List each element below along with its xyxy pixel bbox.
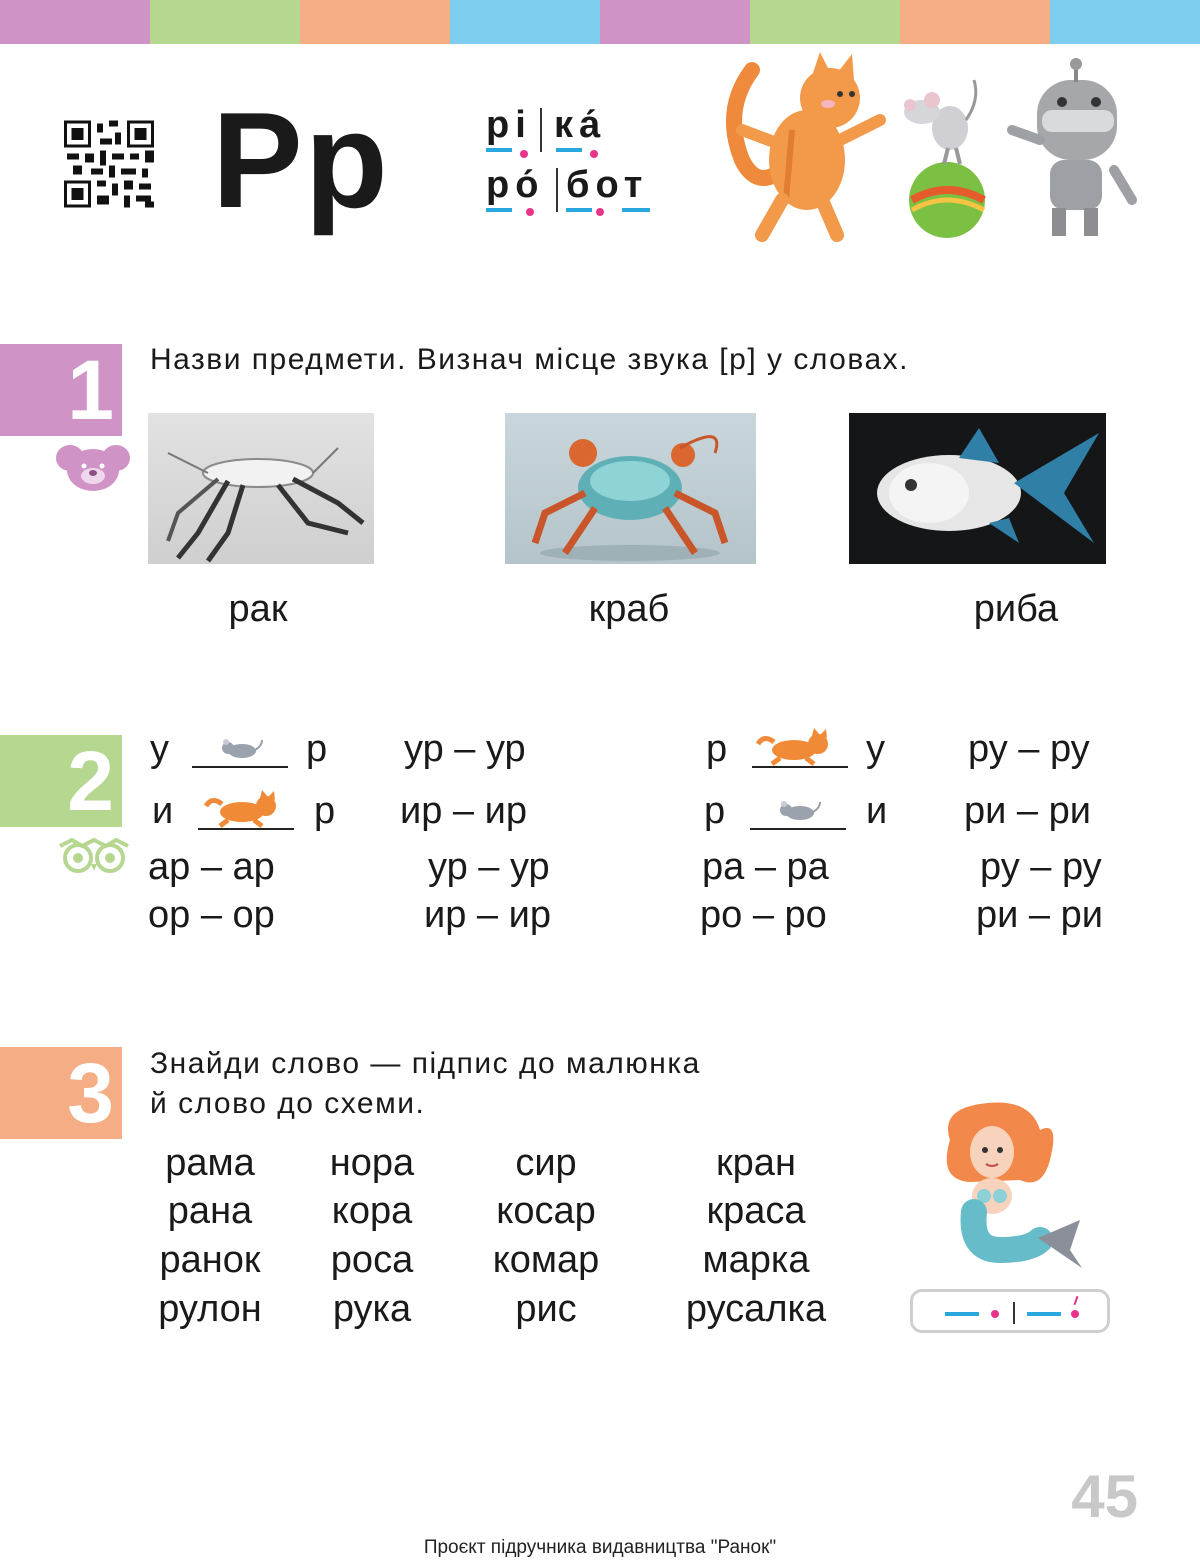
letter: р <box>314 790 336 832</box>
word: нора <box>329 1142 415 1184</box>
blank-line <box>752 766 848 768</box>
strip-segment <box>150 0 300 44</box>
consonant-dash <box>622 208 650 212</box>
syllable-divider <box>540 108 542 152</box>
letter: у <box>150 728 169 770</box>
cat-icon <box>754 726 834 766</box>
blank-line <box>198 828 294 830</box>
characters-illustration <box>712 50 1152 245</box>
strip-segment <box>1050 0 1200 44</box>
word: кора <box>331 1190 413 1232</box>
caption: рак <box>228 588 288 630</box>
word: косар <box>496 1190 596 1232</box>
syllable-pair: ро – ро <box>700 894 827 936</box>
consonant-dash <box>1027 1312 1061 1316</box>
exercise3-instruction: Знайди слово — підпис до малюнка <box>150 1047 701 1080</box>
strip-segment <box>750 0 900 44</box>
word: кран <box>716 1142 796 1184</box>
letter: р <box>706 728 728 770</box>
robot-character <box>1012 58 1132 236</box>
letter-title: Рр <box>212 84 390 236</box>
consonant-dash <box>486 148 512 152</box>
word: рама <box>165 1142 255 1184</box>
word: краса <box>706 1190 806 1232</box>
word: рука <box>332 1288 412 1330</box>
syllable-pair: ур – ур <box>428 846 550 888</box>
letter: у <box>866 728 885 770</box>
letter: и <box>152 790 174 832</box>
qr-code-icon[interactable] <box>64 120 154 208</box>
letter: и <box>866 790 888 832</box>
bear-face-icon <box>56 442 130 492</box>
robot-fish-image <box>849 413 1106 564</box>
word: марка <box>702 1239 810 1281</box>
caption: краб <box>588 588 670 630</box>
syllable-pair: ир – ир <box>400 790 527 832</box>
syllable-pair: ри – ри <box>964 790 1091 832</box>
strip-segment <box>900 0 1050 44</box>
exercise-number-3: 3 <box>0 1047 122 1139</box>
syllable-pair: ра – ра <box>702 846 829 888</box>
stressed-vowel-dot <box>1071 1310 1079 1318</box>
syllable-pair: ру – ру <box>980 846 1102 888</box>
footer-text: Проєкт підручника видавництва "Ранок" <box>423 1537 777 1558</box>
exercise-number-1: 1 <box>0 344 122 436</box>
syllable-pair: ри – ри <box>976 894 1103 936</box>
robot-crab-image <box>505 413 756 564</box>
blank-line <box>192 766 288 768</box>
word: рулон <box>158 1288 262 1330</box>
word: сир <box>515 1142 577 1184</box>
syllable: ро́ <box>486 164 545 206</box>
strip-segment <box>600 0 750 44</box>
syllable: ка́ <box>554 104 607 146</box>
word: ранок <box>159 1239 261 1281</box>
mouse-icon <box>776 798 822 824</box>
letter: р <box>704 790 726 832</box>
caption: риба <box>973 588 1059 630</box>
word: роса <box>330 1239 414 1281</box>
strip-segment <box>450 0 600 44</box>
letter: р <box>306 728 328 770</box>
consonant-dash <box>945 1312 979 1316</box>
cat-character <box>734 52 880 235</box>
strip-segment <box>300 0 450 44</box>
exercise1-instruction: Назви предмети. Визнач місце звука [р] у словах. <box>150 343 909 376</box>
syllable-pair: ар – ар <box>148 846 275 888</box>
consonant-dash <box>566 208 592 212</box>
word: рис <box>515 1288 577 1330</box>
exercise-number-2: 2 <box>0 735 122 827</box>
blank-line <box>750 828 846 830</box>
strip-segment <box>0 0 150 44</box>
vowel-dot <box>526 208 534 216</box>
word: рана <box>167 1190 253 1232</box>
syllable-divider <box>1013 1302 1015 1324</box>
word: русалка <box>685 1288 827 1330</box>
robot-crayfish-image <box>148 413 374 564</box>
syllable-pair: ру – ру <box>968 728 1090 770</box>
vowel-dot <box>590 150 598 158</box>
syllable: бот <box>566 164 649 206</box>
word-scheme-box <box>910 1289 1110 1333</box>
syllable: рі <box>486 104 532 146</box>
word: комар <box>492 1239 600 1281</box>
color-strip <box>0 0 1200 44</box>
mouse-icon <box>218 736 264 762</box>
vowel-dot <box>520 150 528 158</box>
syllable-pair: ур – ур <box>404 728 526 770</box>
syllable-pair: ор – ор <box>148 894 275 936</box>
mouse-on-ball <box>904 80 985 238</box>
vowel-dot <box>991 1310 999 1318</box>
consonant-dash <box>486 208 512 212</box>
mermaid-illustration <box>930 1100 1090 1275</box>
vowel-dot <box>596 208 604 216</box>
syllable-pair: ир – ир <box>424 894 551 936</box>
page-number: 45 <box>1071 1463 1138 1530</box>
consonant-dash <box>556 148 582 152</box>
cat-icon <box>202 788 282 828</box>
owl-eyes-icon <box>58 838 130 874</box>
syllable-divider <box>556 168 558 212</box>
exercise3-instruction: й слово до схеми. <box>150 1087 426 1120</box>
stress-mark <box>1074 1296 1079 1305</box>
